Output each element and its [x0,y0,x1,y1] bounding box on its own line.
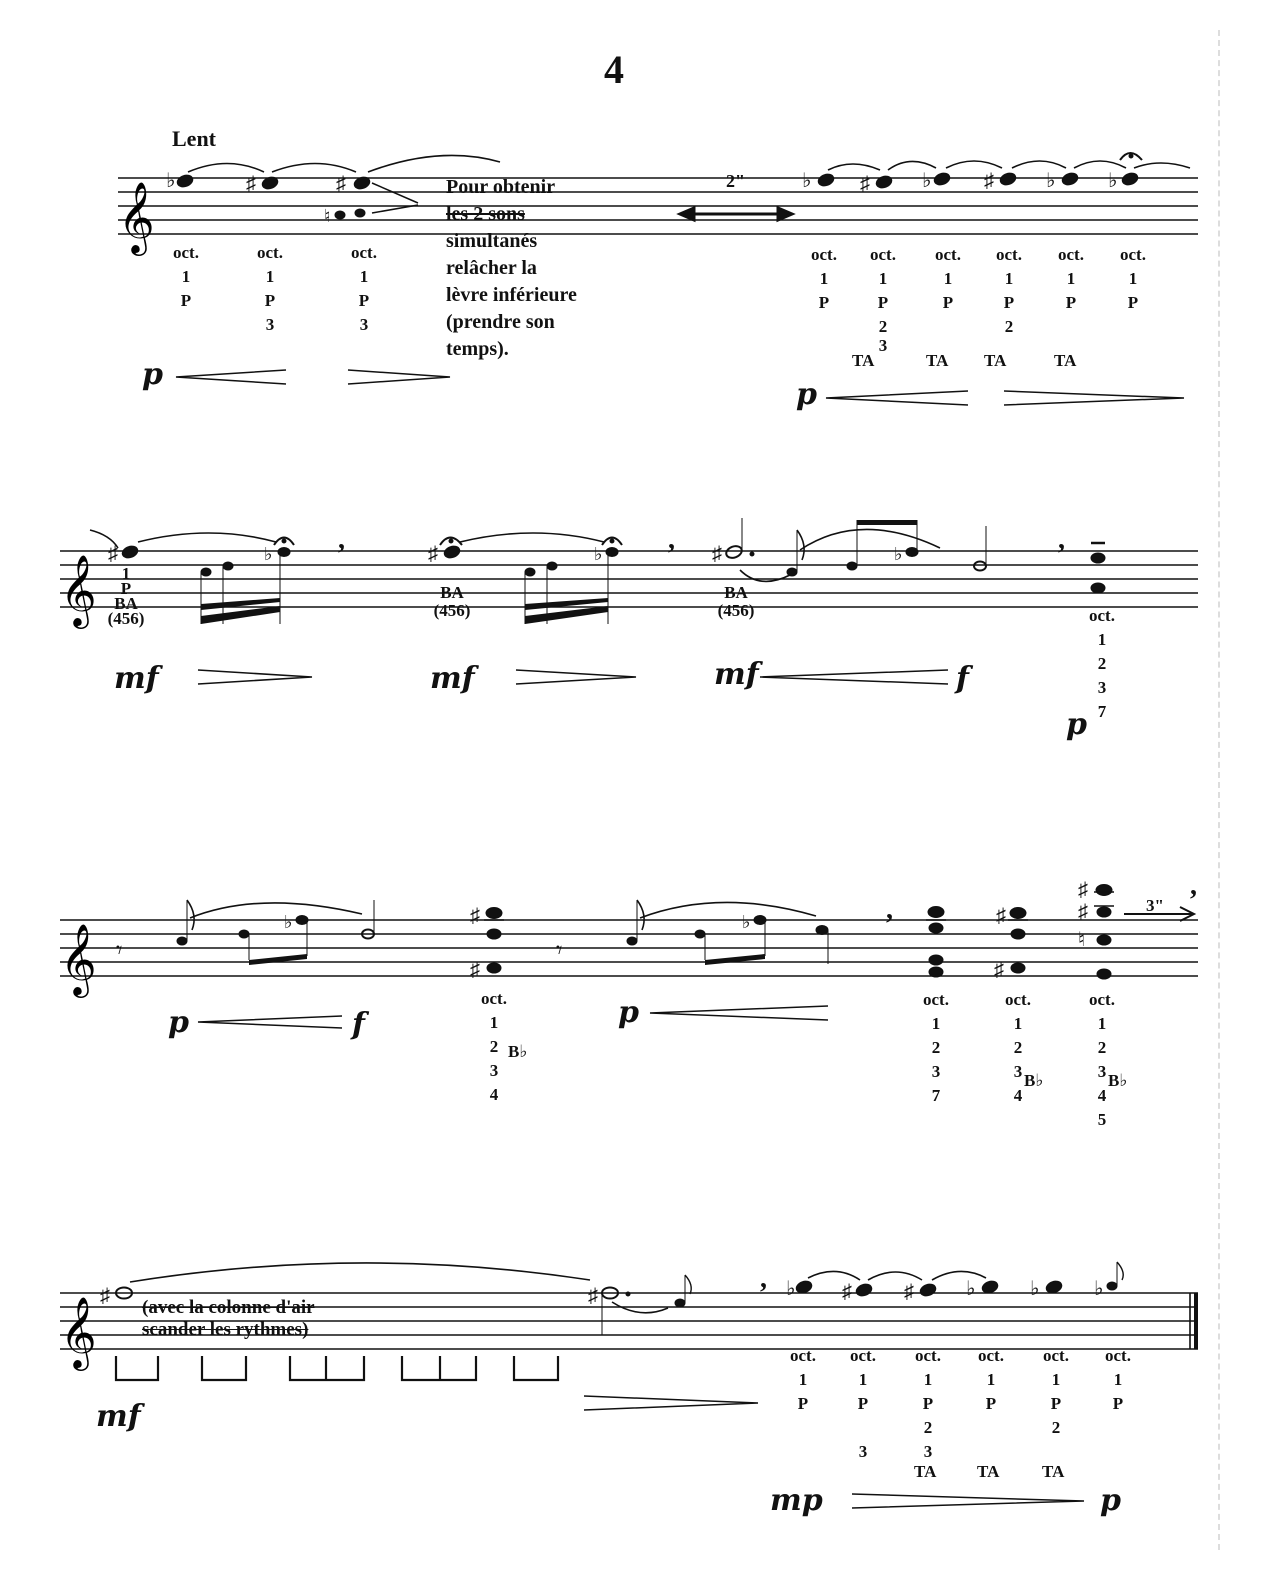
fingering: BA (456) [433,583,471,620]
fingering: oct. 1 P [1105,1346,1131,1413]
svg-text:,: , [668,524,675,555]
svg-text:♭: ♭ [802,170,812,192]
svg-text:♯: ♯ [994,959,1004,981]
treble-clef-icon: 𝄞 [60,922,97,995]
fingering: oct. 1 P 2 3 [915,1346,941,1461]
technique-instruction: Pour obtenir les 2 sons simultanés relâcher la lèvre inférieure (prendre son temps). [446,176,577,360]
dynamic-marking: mp [770,1483,823,1518]
fingering: oct. 1 P [935,245,961,312]
tempo-marking: Lent [172,126,216,151]
articulation-ta: TA [914,1462,937,1481]
svg-text:♭: ♭ [922,170,932,192]
dynamic-marking: f [352,1007,365,1042]
svg-text:♭: ♭ [264,544,273,564]
fingering: oct. 1 P [1120,245,1146,312]
articulation-ta: TA [1042,1462,1065,1481]
fingering: oct. 1 P [811,245,837,312]
svg-text:♯: ♯ [470,959,480,981]
svg-text:♯: ♯ [712,543,722,565]
svg-text:♯: ♯ [588,1285,598,1307]
fingering: oct. 1 P [978,1346,1004,1413]
svg-text:♯: ♯ [428,543,438,565]
fingering: oct. 1 2 3 7 [923,990,949,1105]
duration-label: 2" [726,171,745,191]
dynamic-marking: p [1066,707,1087,742]
rhythm-brackets [116,1356,558,1380]
svg-text:♭: ♭ [1046,170,1056,192]
dynamic-marking: mf [96,1399,141,1434]
svg-text:♭: ♭ [786,1278,796,1300]
svg-text:♯: ♯ [336,173,346,195]
fingering: oct. 1 P 2 3 [870,245,896,355]
treble-clef-icon: 𝄞 [60,1295,97,1368]
articulation-ta: TA [926,351,949,370]
page-number: 4 [604,47,624,92]
fingering-bflat: B♭ [1024,1071,1044,1090]
fingering: oct. 1 P 3 [850,1346,876,1461]
svg-text:,: , [1190,870,1197,901]
duration-label: 3" [1146,896,1164,915]
articulation-ta: TA [1054,351,1077,370]
fingering-bflat: B♭ [1108,1071,1128,1090]
dynamic-marking: p [618,995,639,1030]
fingering: oct. 1 2 3 4 5 [1089,990,1115,1129]
fingering: 1 P BA (456) [107,564,145,628]
fingering: oct. 1 P 2 [1043,1346,1069,1437]
svg-text:♭: ♭ [1094,1278,1104,1300]
fingering: oct. 1 P [173,243,199,310]
fingering: oct. 1 2 3 7 [1089,606,1115,721]
svg-text:♭: ♭ [284,912,293,932]
articulation-ta: TA [977,1462,1000,1481]
svg-text:,: , [338,524,345,555]
svg-text:♭: ♭ [166,170,176,192]
dynamic-marking: p [1100,1483,1121,1518]
fingering: oct. 1 P [790,1346,816,1413]
svg-text:,: , [1058,524,1065,555]
svg-text:♯: ♯ [904,1281,914,1303]
fingering: oct. 1 2 3 4 [1005,990,1031,1105]
svg-text:♮: ♮ [324,206,331,226]
dynamic-marking: mf [714,657,759,692]
svg-text:♯: ♯ [470,905,480,927]
treble-clef-icon: 𝄞 [60,553,97,626]
svg-text:♯: ♯ [860,173,870,195]
svg-text:♭: ♭ [1030,1278,1040,1300]
dynamic-marking: p [796,377,817,412]
svg-text:,: , [886,894,893,925]
svg-text:♯: ♯ [100,1285,110,1307]
breath-instruction: (avec la colonne d'air scander les rythmes) [142,1297,315,1340]
svg-text:𝄾: 𝄾 [556,938,563,964]
treble-clef-icon: 𝄞 [118,180,155,253]
fingering: oct. 1 P 3 [257,243,283,334]
dynamic-marking: mf [430,661,475,696]
svg-text:,: , [760,1263,767,1294]
svg-text:♯: ♯ [1078,901,1088,923]
svg-text:♮: ♮ [1078,929,1086,951]
fingering: oct. 1 2 3 4 [481,989,507,1104]
svg-text:♯: ♯ [246,173,256,195]
fingering-bflat: B♭ [508,1042,528,1061]
dynamic-marking: p [168,1005,189,1040]
svg-text:♯: ♯ [108,543,118,565]
svg-text:♭: ♭ [742,912,751,932]
svg-text:♭: ♭ [894,544,903,564]
svg-text:𝄾: 𝄾 [116,938,123,964]
fingering: oct. 1 P 2 [996,245,1022,336]
articulation-ta: TA [984,351,1007,370]
dynamic-marking: f [956,661,969,696]
dynamic-marking: mf [114,661,159,696]
svg-text:♯: ♯ [996,905,1006,927]
svg-text:♭: ♭ [966,1278,976,1300]
svg-text:♯: ♯ [1078,879,1088,901]
dynamic-marking: p [142,357,163,392]
fingering: oct. 1 P [1058,245,1084,312]
svg-text:♭: ♭ [1108,170,1118,192]
fingering: oct. 1 P 3 [351,243,377,334]
articulation-ta: TA [852,351,875,370]
fingering: BA (456) [717,583,755,620]
svg-text:♭: ♭ [594,544,603,564]
svg-text:♯: ♯ [984,170,994,192]
svg-text:♯: ♯ [842,1281,852,1303]
